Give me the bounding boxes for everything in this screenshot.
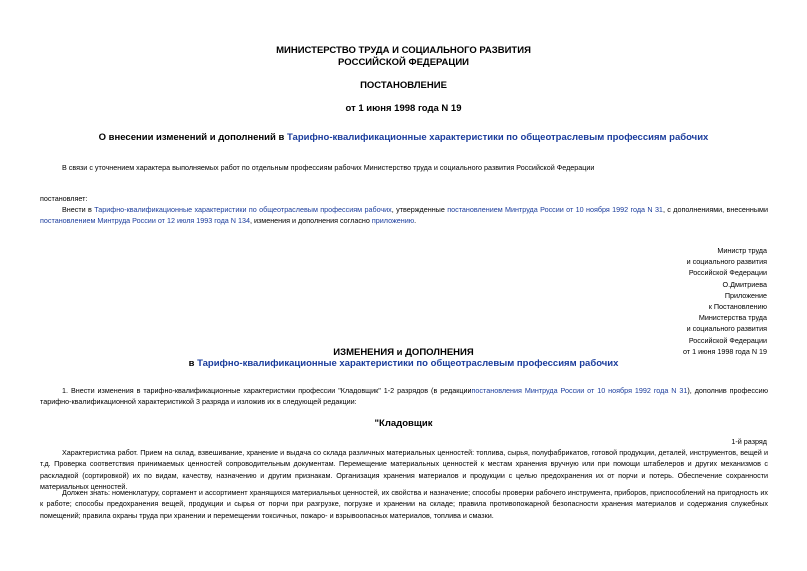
document-type: ПОСТАНОВЛЕНИЕ	[360, 80, 447, 91]
clause-text-1: Внести в	[62, 205, 95, 214]
appendix-line: и социального развития	[686, 324, 767, 334]
appendix-line: Российской Федерации	[688, 335, 767, 345]
signature-line: Российской Федерации	[688, 268, 767, 278]
section-subtitle	[0, 358, 807, 370]
ministry-name-line2: РОССИЙСКОЙ ФЕДЕРАЦИИ	[337, 57, 469, 68]
resolution-31-link[interactable]: постановлением Минтруда России от 10 ноября 1992 года N 31	[447, 205, 663, 214]
intro-paragraph: В связи с уточнением характера выполняемых работ по отдельным профессиям рабочих Министерство труда и социального развития Российской Федерации	[62, 163, 595, 172]
item-1-resolution-link[interactable]: постановления Минтруда России от 10 ноября 1992 года N 31	[471, 386, 688, 395]
subject-prefix: О внесении изменений и дополнений в	[98, 132, 287, 143]
item-1-paragraph	[40, 385, 768, 408]
appendix-link[interactable]: приложению	[371, 216, 415, 226]
appendix-line: от 1 июня 1998 года N 19	[682, 346, 767, 356]
clause-text-4: , изменения и дополнения согласно	[249, 216, 372, 226]
signatory-name: О.Дмитриева	[722, 279, 767, 289]
document-subject	[0, 132, 807, 144]
signature-block	[683, 245, 767, 357]
work-description-paragraph: Характеристика работ. Прием на склад, взвешивание, хранение и выдача со склада различных материальных ценностей: топлива, сырья, полуфабрикатов, готовой продукции, деталей, инструментов, вещей и т.д. Проверка соответствия принимаемых ценностей сопроводительным документам. Перемещение материальных ценностей к местам хранения вручную или при помощи штабелеров и других механизмов с раскладкой (сортировкой) их по видам, качеству, назначению и другим признакам. Организация хранения материалов и продукции с целью предохранения их от порчи и потерь. Обеспечение сохранности материальных ценностей.	[40, 448, 768, 491]
grade-label: 1-й разряд	[731, 437, 767, 446]
document-date-number: от 1 июня 1998 года N 19	[345, 103, 462, 114]
appendix-line: Министерства труда	[698, 313, 767, 323]
resolution-134-link[interactable]: постановлением Минтруда России от 12 июля 1993 года N 134	[40, 216, 250, 226]
item-1-text-1: 1. Внести изменения в тарифно-квалификационные характеристики профессии "Кладовщик" 1-2 разрядов (в редакции	[62, 386, 472, 395]
item-1-text-2: ), дополнив профессию тарифно-квалификационной характеристикой 3 разряда и изложив их в следующей редакции:	[40, 386, 768, 407]
section-link[interactable]: Тарифно-квалификационные характеристики по общеотраслевым профессиям рабочих	[197, 358, 619, 369]
clause-paragraph	[40, 204, 768, 227]
tariff-characteristics-link[interactable]: Тарифно-квалификационные характеристики по общеотраслевым профессиям рабочих	[94, 205, 392, 214]
section-title: ИЗМЕНЕНИЯ и ДОПОЛНЕНИЯ	[333, 347, 474, 358]
clause-text-3: , с дополнениями, внесенными	[662, 205, 768, 214]
appendix-line: к Постановлению	[708, 302, 767, 312]
profession-title: "Кладовщик	[374, 418, 433, 429]
must-know-paragraph: Должен знать: номенклатуру, сортамент и ассортимент хранящихся материальных ценностей, их свойства и назначение; способы проверки рабочего инструмента, приборов, приспособлений на пригодность их к работе; способы предохранения вещей, продукции и сырья от порчи при разгрузке, погрузке и хранении на складе; правила противопожарной безопасности хранения материалов и содержания служебных помещений; правила охраны труда при хранении и перемещении токсичных, пожаро- и взрывоопасных материалов, топлива и смазки.	[40, 488, 768, 520]
resolves-word: постановляет:	[40, 194, 88, 203]
signature-line: Министр труда	[717, 246, 767, 255]
clause-text-5: .	[414, 216, 417, 226]
subject-link[interactable]: Тарифно-квалификационные характеристики по общеотраслевым профессиям рабочих	[286, 132, 709, 143]
appendix-line: Приложение	[724, 290, 767, 300]
clause-text-2: , утвержденные	[391, 205, 448, 214]
ministry-name-line1: МИНИСТЕРСТВО ТРУДА И СОЦИАЛЬНОГО РАЗВИТИЯ	[276, 45, 531, 56]
section-prefix: в	[188, 358, 198, 369]
signature-line: и социального развития	[686, 257, 767, 267]
